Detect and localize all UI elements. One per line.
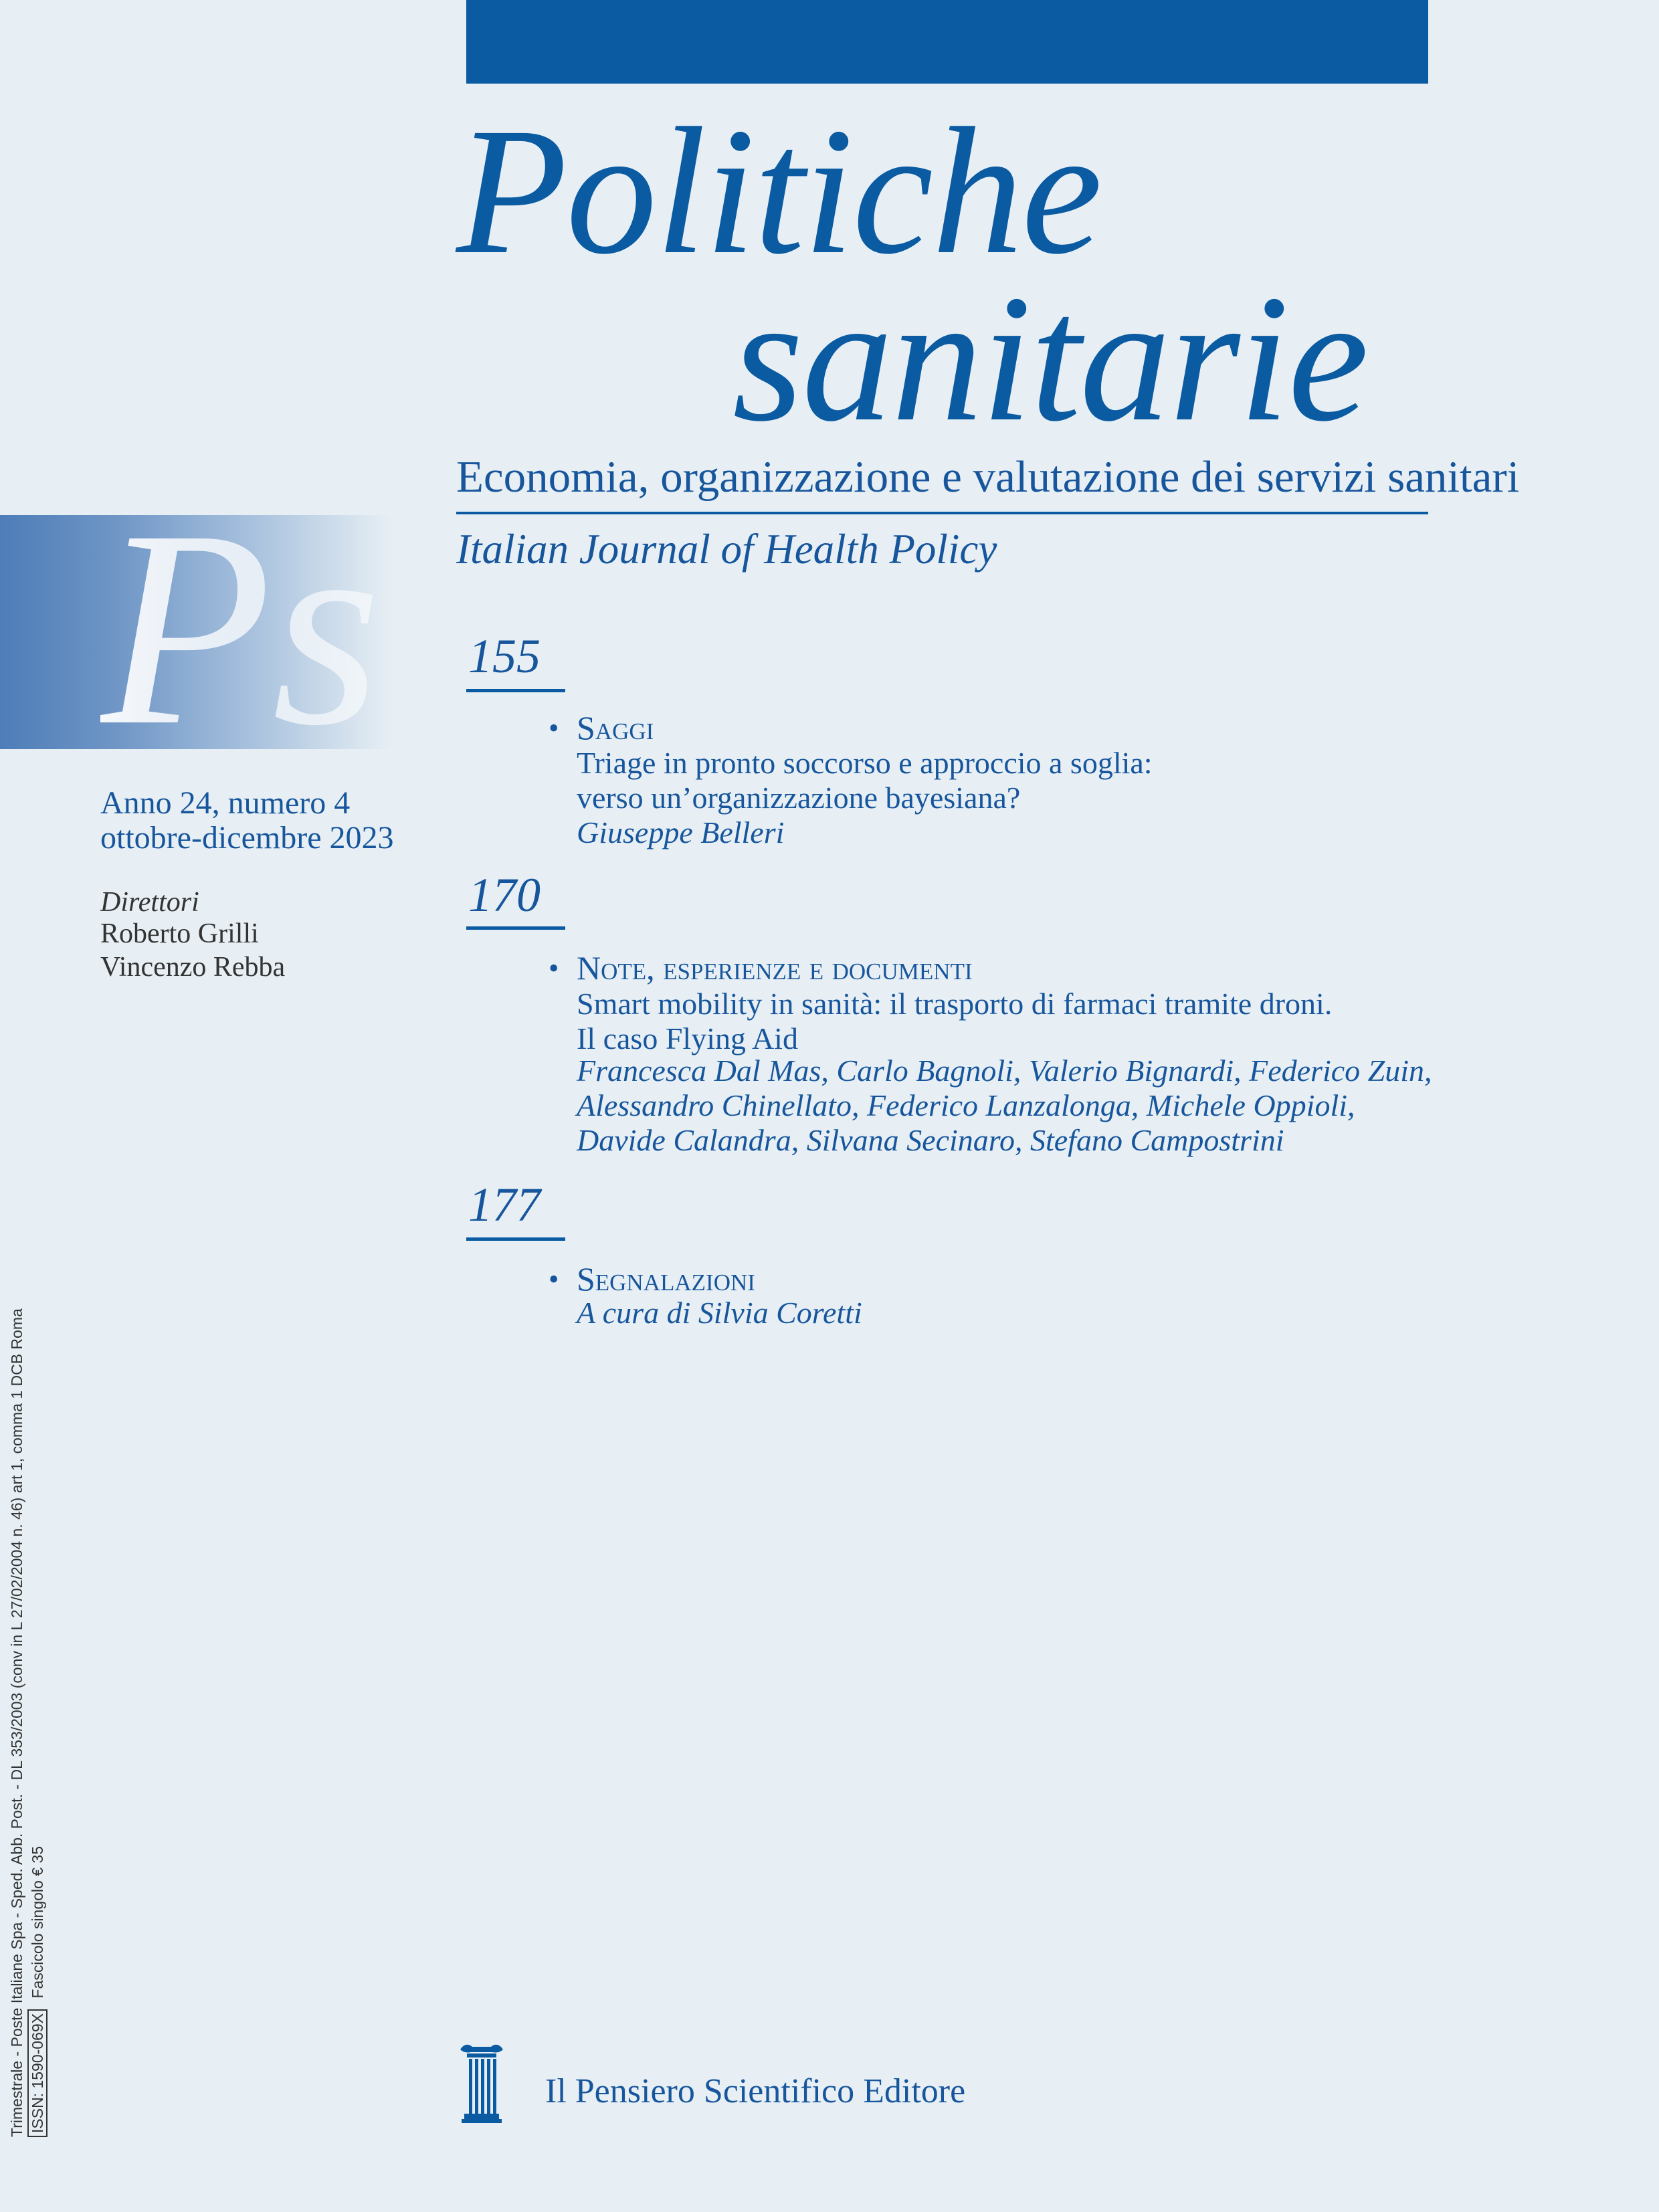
postal-info — [7, 1294, 48, 2137]
toc-page-number: 170 — [468, 868, 541, 922]
toc-section-heading: Segnalazioni — [577, 1260, 755, 1298]
ps-logo-icon — [100, 482, 408, 776]
journal-title-line1: Politiche — [456, 90, 1101, 292]
toc-article-authors: Davide Calandra, Silvana Secinaro, Stefano Campostrini — [577, 1123, 1284, 1157]
toc-page-rule — [466, 689, 565, 692]
toc-bullet: • — [549, 952, 559, 985]
toc-article-authors: A cura di Silvia Coretti — [577, 1296, 862, 1330]
editors-label: Direttori — [100, 887, 199, 918]
toc-page-number: 177 — [468, 1178, 541, 1231]
journal-english-title: Italian Journal of Health Policy — [456, 526, 997, 573]
publisher-name: Il Pensiero Scientifico Editore — [545, 2072, 966, 2110]
toc-page-rule — [466, 1237, 565, 1241]
toc-article-title: Il caso Flying Aid — [577, 1021, 798, 1055]
editor-name: Roberto Grilli — [100, 918, 259, 949]
issn-box: ISSN: 1590-069X — [27, 2009, 47, 2137]
toc-article-authors: Giuseppe Belleri — [577, 815, 785, 849]
issue-period: ottobre-dicembre 2023 — [100, 820, 394, 856]
toc-section-heading: Saggi — [577, 709, 654, 746]
ps-logo-letters: Ps — [100, 482, 381, 776]
toc-page-number: 155 — [468, 629, 541, 683]
postal-line: Trimestrale - Poste Italiane Spa - Sped. Abb. Post. - DL 353/2003 (conv in L 27/02/2004 n. 46) art 1, comma 1 DCB Roma — [8, 1308, 25, 2137]
top-color-bar — [466, 0, 1428, 84]
journal-title-line2: sanitarie — [733, 258, 1368, 459]
editor-name: Vincenzo Rebba — [100, 952, 286, 983]
journal-subtitle: Economia, organizzazione e valutazione dei servizi sanitari — [456, 452, 1520, 502]
toc-article-title: Smart mobility in sanità: il trasporto di farmaci tramite droni. — [577, 987, 1333, 1021]
toc-page-rule — [466, 926, 565, 930]
toc-section-heading: Note, esperienze e documenti — [577, 949, 973, 987]
toc-bullet: • — [549, 1263, 559, 1296]
toc-article-authors: Alessandro Chinellato, Federico Lanzalonga, Michele Oppioli, — [577, 1088, 1355, 1122]
toc-bullet: • — [549, 712, 559, 744]
column-logo-icon — [459, 2040, 504, 2124]
header-divider — [456, 512, 1428, 514]
toc-article-authors: Francesca Dal Mas, Carlo Bagnoli, Valerio Bignardi, Federico Zuin, — [577, 1053, 1432, 1088]
issue-volume: Anno 24, numero 4 — [100, 785, 351, 821]
toc-article-title: verso un’organizzazione bayesiana? — [577, 781, 1021, 815]
toc-article-title: Triage in pronto soccorso e approccio a soglia: — [577, 746, 1153, 780]
price-text: Fascicolo singolo € 35 — [29, 1846, 47, 1999]
